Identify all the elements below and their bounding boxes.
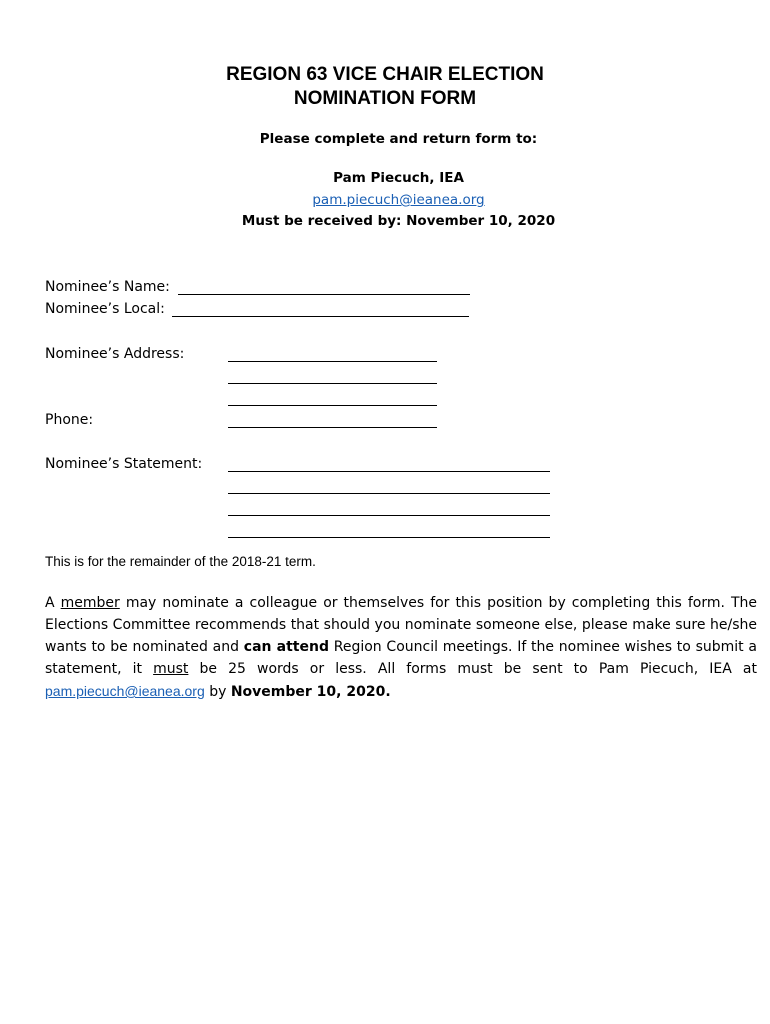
nominee-name-line[interactable]	[178, 294, 470, 295]
address-line-2[interactable]	[228, 383, 437, 384]
phone-line[interactable]	[228, 427, 437, 428]
contact-email-link[interactable]: pam.piecuch@ieanea.org	[312, 192, 485, 208]
para-text-2: may nominate a colleague or themselves for this position by completing this form. The Elections Committee recommends that should you nominate someone else, please make sure he/she wants to be nominated and	[45, 595, 757, 655]
statement-line-1[interactable]	[228, 471, 550, 472]
statement-line-4[interactable]	[228, 537, 550, 538]
nominee-local-line[interactable]	[172, 316, 469, 317]
address-line-1[interactable]	[228, 361, 437, 362]
nominee-address-label: Nominee’s Address:	[45, 346, 185, 362]
para-can-attend: can attend	[243, 639, 329, 655]
para-member: member	[60, 595, 120, 611]
nominee-local-label: Nominee’s Local:	[45, 301, 165, 317]
form-title-line1: REGION 63 VICE CHAIR ELECTION	[226, 64, 544, 85]
para-text-5: by	[204, 684, 231, 700]
para-deadline-date: November 10, 2020.	[230, 684, 391, 700]
statement-line-3[interactable]	[228, 515, 550, 516]
para-must: must	[153, 661, 189, 677]
para-text-3: Region Council meetings. If the nominee wishes to submit a statement, it	[45, 639, 757, 677]
para-email-link[interactable]: pam.piecuch@ieanea.org	[45, 683, 205, 699]
para-text-1: A	[45, 595, 61, 611]
instructions-paragraph	[45, 592, 757, 703]
return-instruction: Please complete and return form to:	[259, 131, 538, 147]
deadline: Must be received by: November 10, 2020	[241, 213, 556, 229]
statement-line-2[interactable]	[228, 493, 550, 494]
form-title-line2: NOMINATION FORM	[293, 88, 477, 109]
address-line-3[interactable]	[228, 405, 437, 406]
nominee-statement-label: Nominee’s Statement:	[45, 456, 203, 472]
phone-label: Phone:	[45, 412, 94, 428]
nominee-name-label: Nominee’s Name:	[45, 279, 170, 295]
contact-name: Pam Piecuch, IEA	[333, 170, 464, 186]
para-text-4: be 25 words or less. All forms must be sent to Pam Piecuch, IEA at	[188, 661, 757, 677]
term-note: This is for the remainder of the 2018-21 term.	[45, 554, 316, 569]
